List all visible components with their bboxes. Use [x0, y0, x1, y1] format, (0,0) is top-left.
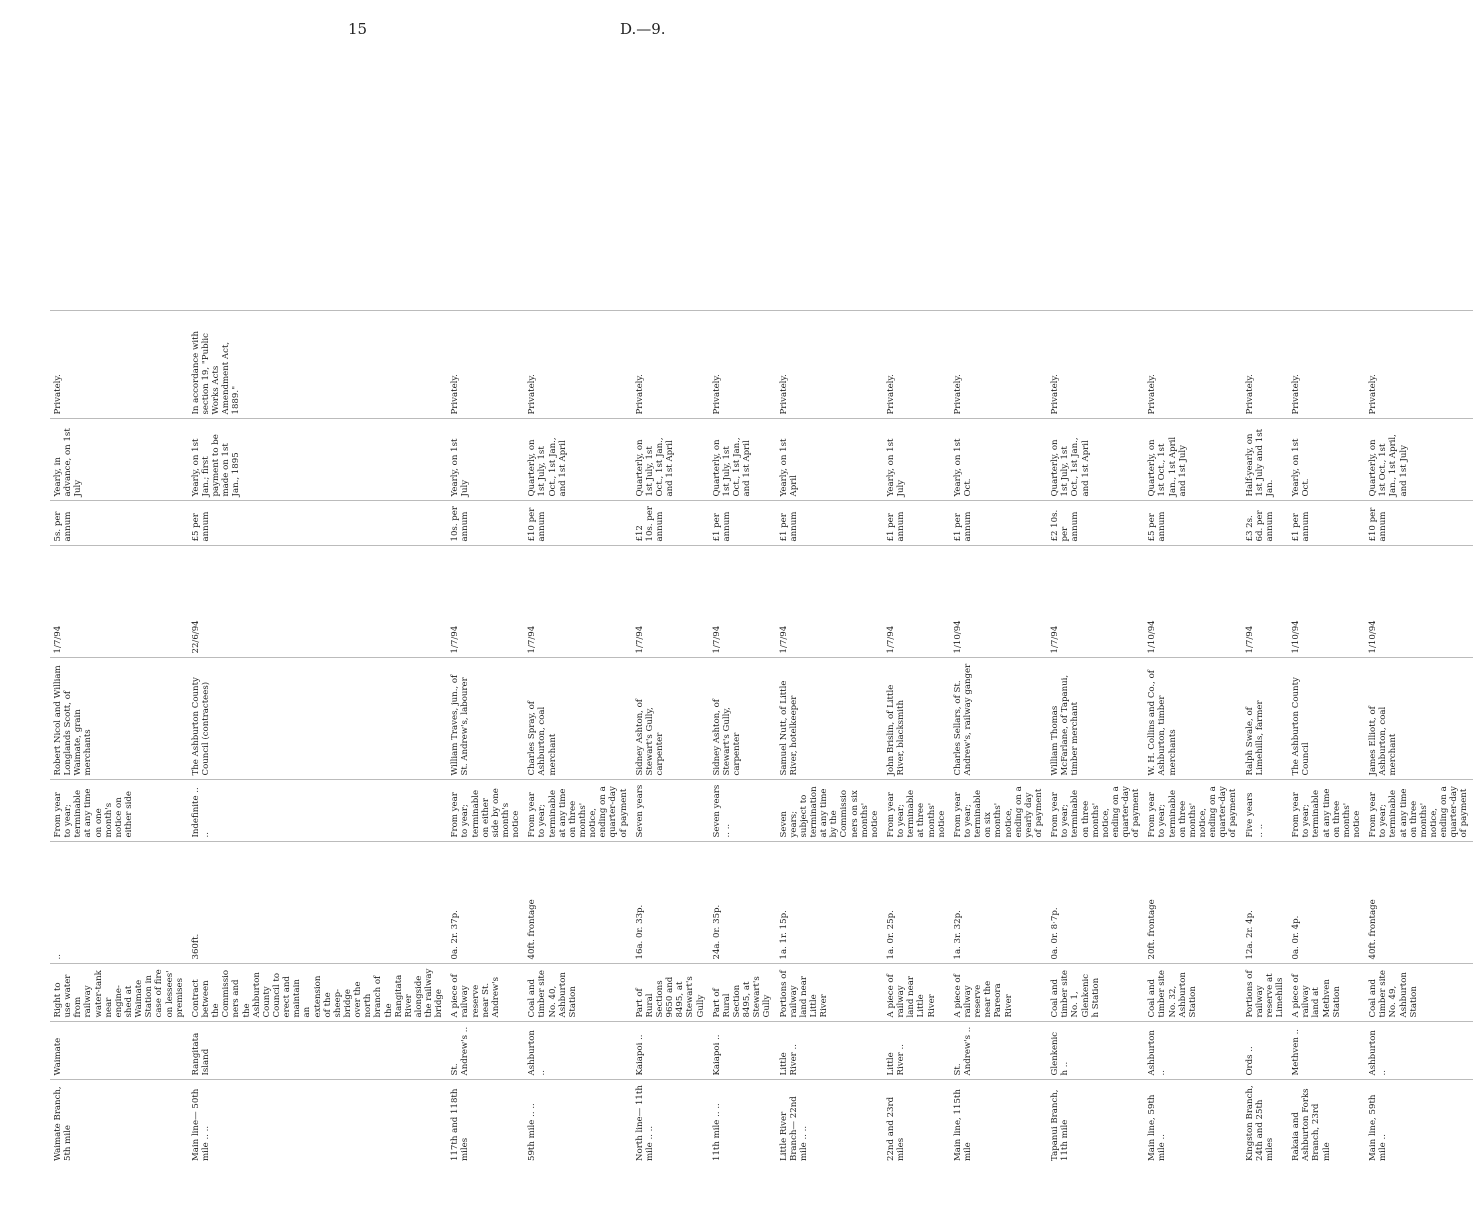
table-row: [776, 40, 883, 1165]
cell-term: Seven years: [632, 780, 709, 842]
cell-lessee: Ralph Swale, of Limehills, farmer: [1242, 658, 1289, 780]
cell-spare: [950, 40, 1047, 311]
cell-lessee: William Thomas McFarlane, of Tapanui, timber merchant: [1047, 658, 1144, 780]
cell-term: From year to year; terminable at any time on three months' notice, ending on a quarter-day of payment: [524, 780, 631, 842]
cell-term: From year to year; terminable on three months' notice, ending on a quarter-day of payment: [1047, 780, 1144, 842]
cell-description: A piece of railway land at Methven Station: [1288, 964, 1365, 1022]
cell-date: 1/7/94: [1242, 546, 1289, 658]
cell-spare: [1144, 40, 1241, 311]
cell-station: Ashburton ..: [1144, 1022, 1241, 1080]
cell-area: 12a. 2r. 4p.: [1242, 842, 1289, 964]
cell-lessee: Sidney Ashton, of Stewart's Gully, carpenter: [632, 658, 709, 780]
cell-line-mileage: 22nd and 23rd miles: [883, 1080, 950, 1165]
cell-line-mileage: Main line— 50th mile .. ..: [188, 1080, 448, 1165]
cell-station: Kaiapoi ..: [632, 1022, 709, 1080]
cell-line-mileage: Kingston Branch, 24th and 25th miles: [1242, 1080, 1289, 1165]
cell-how-let: Privately.: [50, 311, 188, 419]
cell-station: Waimate: [50, 1022, 188, 1080]
cell-rent: £1 per annum: [883, 501, 950, 546]
cell-area: 20ft. frontage: [1144, 842, 1241, 964]
cell-rent: £12 10s. per annum: [632, 501, 709, 546]
cell-spare: [776, 40, 883, 311]
cell-area: 1a. 3r. 32p.: [950, 842, 1047, 964]
cell-area: 0a. 0r. 4p.: [1288, 842, 1365, 964]
cell-spare: [1288, 40, 1365, 311]
cell-area: 16a. 0r. 33p.: [632, 842, 709, 964]
cell-spare: [447, 40, 524, 311]
cell-station: Methven ..: [1288, 1022, 1365, 1080]
cell-area: 40ft. frontage: [524, 842, 631, 964]
cell-date: 1/10/94: [1144, 546, 1241, 658]
cell-area: 40ft. frontage: [1365, 842, 1472, 964]
cell-area: 360ft.: [188, 842, 448, 964]
cell-description: Coal and timber site No. 49, Ashburton Station: [1365, 964, 1472, 1022]
cell-spare: [883, 40, 950, 311]
cell-line-mileage: 11th mile .. ..: [709, 1080, 776, 1165]
cell-payment: Yearly, on 1st April: [776, 419, 883, 501]
cell-how-let: Privately.: [447, 311, 524, 419]
cell-line-mileage: Waimate Branch, 5th mile: [50, 1080, 188, 1165]
cell-date: 22/6/94: [188, 546, 448, 658]
document-reference: D.—9.: [620, 20, 666, 38]
cell-lessee: Samuel Nutt, of Little River, hotelkeeper: [776, 658, 883, 780]
cell-lessee: The Ashburton County Council (contractees): [188, 658, 448, 780]
cell-lessee: The Ashburton County Council: [1288, 658, 1365, 780]
cell-spare: [50, 40, 188, 311]
cell-station: Glenkenich ..: [1047, 1022, 1144, 1080]
cell-line-mileage: Rakaia and Ashburton Forks Branch, 23rd mile: [1288, 1080, 1365, 1165]
cell-description: Portions of railway land near Little River: [776, 964, 883, 1022]
cell-rent: £5 per annum: [188, 501, 448, 546]
cell-payment: Quarterly, on 1st July, 1st Oct., 1st Jan., and 1st April: [1047, 419, 1144, 501]
cell-station: Ashburton ..: [524, 1022, 631, 1080]
cell-rent: £2 10s. per annum: [1047, 501, 1144, 546]
cell-payment: Quarterly, on 1st July, 1st Oct., 1st Jan., and 1st April: [632, 419, 709, 501]
cell-date: 1/7/94: [1047, 546, 1144, 658]
cell-how-let: Privately.: [950, 311, 1047, 419]
cell-area: 1a. 0r. 25p.: [883, 842, 950, 964]
cell-how-let: Privately.: [776, 311, 883, 419]
rotated-table-container: [50, 40, 1470, 1165]
cell-date: 1/7/94: [524, 546, 631, 658]
cell-how-let: Privately.: [1144, 311, 1241, 419]
table-row: [447, 40, 524, 1165]
cell-description: A piece of railway reserve near St. Andrew's: [447, 964, 524, 1022]
cell-how-let: Privately.: [524, 311, 631, 419]
cell-area: 0a. 0r. 8·7p.: [1047, 842, 1144, 964]
cell-rent: £5 per annum: [1144, 501, 1241, 546]
cell-area: ..: [50, 842, 188, 964]
cell-term: From year to year; terminable on six months' notice, ending on a yearly day of payment: [950, 780, 1047, 842]
cell-payment: Yearly, on 1st July: [883, 419, 950, 501]
cell-spare: [632, 40, 709, 311]
table-row: [1144, 40, 1241, 1165]
cell-date: 1/10/94: [950, 546, 1047, 658]
cell-station: Rangitata Island: [188, 1022, 448, 1080]
cell-line-mileage: Main line, 59th mile ..: [1144, 1080, 1241, 1165]
cell-date: 1/7/94: [632, 546, 709, 658]
cell-how-let: Privately.: [632, 311, 709, 419]
cell-date: 1/7/94: [50, 546, 188, 658]
cell-date: 1/7/94: [709, 546, 776, 658]
table-row: [524, 40, 631, 1165]
cell-description: Portions of railway reserve at Limehills: [1242, 964, 1289, 1022]
cell-line-mileage: 59th mile .. ..: [524, 1080, 631, 1165]
cell-payment: Yearly, in advance, on 1st July: [50, 419, 188, 501]
cell-term: From year to year; terminable at any time on one month's notice on either side: [50, 780, 188, 842]
cell-date: 1/7/94: [776, 546, 883, 658]
cell-station: Ords ..: [1242, 1022, 1289, 1080]
cell-payment: Yearly, on 1st July: [447, 419, 524, 501]
cell-station: Ashburton ..: [1365, 1022, 1472, 1080]
cell-spare: [1365, 40, 1472, 311]
cell-term: Indefinite .. ..: [188, 780, 448, 842]
cell-payment: Yearly, on 1st Oct.: [1288, 419, 1365, 501]
table-row: [50, 40, 188, 1165]
table-row: [1047, 40, 1144, 1165]
cell-rent: £3 2s. 6d. per annum: [1242, 501, 1289, 546]
cell-description: Coal and timber site No. 1, Glenkenich Station: [1047, 964, 1144, 1022]
table-row: [1288, 40, 1365, 1165]
cell-how-let: Privately.: [1288, 311, 1365, 419]
page-number: 15: [348, 20, 368, 38]
table-row: [1365, 40, 1472, 1165]
cell-line-mileage: Little River Branch— 22nd mile .. ..: [776, 1080, 883, 1165]
cell-area: 1a. 1r. 15p.: [776, 842, 883, 964]
cell-description: Part of Rural Sections 9650 and 8495, at Stewart's Gully: [632, 964, 709, 1022]
cell-spare: [709, 40, 776, 311]
table-row: [1242, 40, 1289, 1165]
cell-lessee: Sidney Ashton, of Stewart's Gully, carpenter: [709, 658, 776, 780]
cell-payment: Quarterly, on 1st July, 1st Oct., 1st Jan., and 1st April: [709, 419, 776, 501]
cell-description: A piece of railway land near Little River: [883, 964, 950, 1022]
cell-lessee: Charles Spray, of Ashburton, coal merchant: [524, 658, 631, 780]
cell-term: From year to year; terminable on either side by one month's notice: [447, 780, 524, 842]
cell-rent: £1 per annum: [776, 501, 883, 546]
cell-rent: £1 per annum: [950, 501, 1047, 546]
cell-description: A piece of railway reserve near the Pareora River: [950, 964, 1047, 1022]
cell-spare: [188, 40, 448, 311]
cell-area: 0a. 2r. 37p.: [447, 842, 524, 964]
cell-spare: [1047, 40, 1144, 311]
table-row: [188, 40, 448, 1165]
cell-term: Seven years .. ..: [709, 780, 776, 842]
cell-date: 1/7/94: [447, 546, 524, 658]
cell-how-let: Privately.: [709, 311, 776, 419]
cell-how-let: In accordance with section 19, "Public Works Acts Amendment Act, 1889.": [188, 311, 448, 419]
cell-term: From year to year; terminable at any time on three months' notice: [1288, 780, 1365, 842]
cell-payment: Yearly, on 1st Jan.; first payment to be made on 1st Jan., 1895: [188, 419, 448, 501]
cell-description: Contract between the Commissioners and the Ashburton County Council to erect and maintain an extension of the sheep-bridge over the north branch of the Rangitata River alongside the railway bridge: [188, 964, 448, 1022]
cell-term: From year to year; terminable on three months' notice, ending on a quarter-day of payment: [1144, 780, 1241, 842]
cell-line-mileage: Main line, 59th mile ..: [1365, 1080, 1472, 1165]
table-row: [709, 40, 776, 1165]
lease-table: [50, 40, 1473, 1165]
cell-line-mileage: Tapanui Branch, 11th mile: [1047, 1080, 1144, 1165]
cell-payment: Quarterly, on 1st July, 1st Oct., 1st Jan., and 1st April: [524, 419, 631, 501]
cell-line-mileage: North line— 11th mile .. ..: [632, 1080, 709, 1165]
cell-date: 1/10/94: [1365, 546, 1472, 658]
cell-rent: 5s. per annum: [50, 501, 188, 546]
cell-area: 24a. 0r. 35p.: [709, 842, 776, 964]
cell-line-mileage: Main line, 115th mile: [950, 1080, 1047, 1165]
cell-how-let: Privately.: [1242, 311, 1289, 419]
cell-lessee: John Brislin, of Little River, blacksmith: [883, 658, 950, 780]
cell-station: Kaiapoi ..: [709, 1022, 776, 1080]
cell-term: From year to year; terminable at three months' notice: [883, 780, 950, 842]
cell-rent: £1 per annum: [1288, 501, 1365, 546]
cell-lessee: W. H. Collins and Co., of Ashburton, timber merchants: [1144, 658, 1241, 780]
cell-description: Part of Rural Section 8495, at Stewart's Gully: [709, 964, 776, 1022]
cell-payment: Yearly, on 1st Oct.: [950, 419, 1047, 501]
cell-lessee: Robert Nicol and William Longlands Scott, of Waimate, grain merchants: [50, 658, 188, 780]
cell-description: Right to use water from railway water-tank near engine-shed at Waimate Station in case of fire on lessees' premises: [50, 964, 188, 1022]
cell-lessee: James Elliott, of Ashburton, coal merchant: [1365, 658, 1472, 780]
cell-how-let: Privately.: [1365, 311, 1472, 419]
table-row: [950, 40, 1047, 1165]
cell-date: 1/10/94: [1288, 546, 1365, 658]
cell-line-mileage: 117th and 118th miles: [447, 1080, 524, 1165]
cell-payment: Quarterly, on 1st Oct., 1st Jan., 1st April, and 1st July: [1365, 419, 1472, 501]
table-row: [632, 40, 709, 1165]
cell-term: From year to year; terminable at any time on three months' notice, ending on a quarter-day of payment: [1365, 780, 1472, 842]
cell-spare: [524, 40, 631, 311]
cell-station: St. Andrew's ..: [447, 1022, 524, 1080]
table-row: [883, 40, 950, 1165]
cell-how-let: Privately.: [883, 311, 950, 419]
cell-lessee: Charles Sellars, of St. Andrew's, railway ganger: [950, 658, 1047, 780]
cell-rent: £1 per annum: [709, 501, 776, 546]
cell-spare: [1242, 40, 1289, 311]
cell-payment: Half-yearly, on 1st July and 1st Jan.: [1242, 419, 1289, 501]
cell-station: St. Andrew's ..: [950, 1022, 1047, 1080]
cell-rent: 10s. per annum: [447, 501, 524, 546]
cell-term: Five years .. ..: [1242, 780, 1289, 842]
cell-rent: £10 per annum: [524, 501, 631, 546]
cell-description: Coal and timber site No. 32, Ashburton Station: [1144, 964, 1241, 1022]
cell-lessee: William Traves, jun., of St. Andrew's, labourer: [447, 658, 524, 780]
cell-station: Little River ..: [776, 1022, 883, 1080]
cell-payment: Quarterly, on 1st Oct., 1st Jan., 1st April and 1st July: [1144, 419, 1241, 501]
cell-date: 1/7/94: [883, 546, 950, 658]
cell-description: Coal and timber site No. 40, Ashburton Station: [524, 964, 631, 1022]
cell-term: Seven years; subject to termination at any time by the Commissioners on six months' notice: [776, 780, 883, 842]
cell-station: Little River ..: [883, 1022, 950, 1080]
cell-how-let: Privately.: [1047, 311, 1144, 419]
cell-rent: £10 per annum: [1365, 501, 1472, 546]
